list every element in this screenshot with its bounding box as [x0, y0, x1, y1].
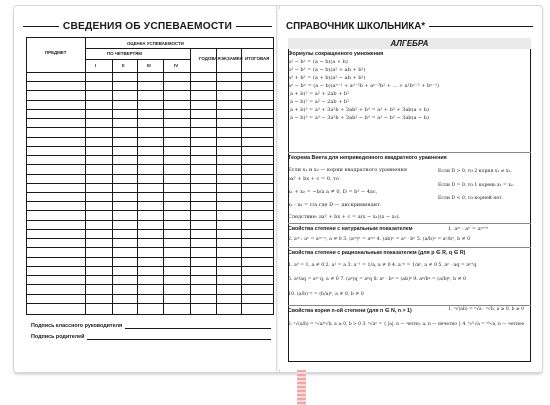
grid-row-line-13	[27, 192, 273, 193]
vieta-line-3: x₁ + x₂ = −b/a a ≠ 0, D = b² − 4ac,	[288, 189, 378, 195]
right-page-title-text: СПРАВОЧНИК ШКОЛЬНИКА*	[286, 21, 426, 32]
grid-col-line-1	[112, 59, 113, 314]
separator-2	[288, 223, 531, 224]
formula-5: (a + b)² = a² + 2ab + b²	[288, 91, 350, 97]
parents-signature-line[interactable]	[31, 334, 271, 340]
grid-row-line-22	[27, 275, 273, 276]
natural-power-2: 2. aᵐ : aⁿ = aᵐ⁻ⁿ, a ≠ 0 3. (aᵐ)ⁿ = aᵐⁿ 4. (ab)ⁿ = aⁿ · bⁿ 5. (a/b)ⁿ = aⁿ/bⁿ, b ≠ 0	[288, 237, 471, 242]
grid-row-line-1	[27, 81, 273, 82]
natural-power-1: 1. aᵐ · aⁿ = aᵐ⁺ⁿ	[448, 226, 489, 232]
quarter-1-header: I	[95, 63, 97, 68]
grid-row-line-11	[27, 174, 273, 175]
grid-row-line-10	[27, 164, 273, 165]
title-rule-left	[23, 26, 59, 27]
vieta-line-2: ax² + bx + c = 0, то	[288, 176, 339, 182]
root-2: 2. ⁿ√(a/b) = ⁿ√a/ⁿ√b, a ≥ 0, b > 0 3. ⁿ√aⁿ = { |a|, n — четно; a, n — нечетно } 4. ᵏ√ⁿ√a = ⁿᵏ√a, n — четное	[288, 322, 525, 327]
title-rule-right	[236, 26, 272, 27]
right-page	[278, 9, 539, 369]
formula-4: aⁿ − bⁿ = (a − b)(aⁿ⁻¹ + aⁿ⁻²b + aⁿ⁻³b² + ... + a¹bⁿ⁻² + bⁿ⁻¹)	[288, 83, 439, 89]
grid-row-line-14	[27, 201, 273, 202]
grid-col-line-2	[137, 59, 138, 314]
sec-root: Свойства корня n-ой степени (для n ∈ N, n > 1)	[288, 308, 412, 314]
grid-row-line-9	[27, 155, 273, 156]
col-quarters-header: ПО ЧЕТВЕРТЯМ	[107, 51, 142, 56]
col-exam-header: ЭКЗАМЕН	[221, 56, 243, 61]
grid-col-line-3	[163, 59, 164, 314]
col-final-header: ИТОГОВАЯ	[245, 56, 270, 61]
sec-vieta: Теорема Виета для неприведенного квадратного уравнения	[288, 155, 447, 161]
rational-power-3: 10. (a/b)⁻ᵖ = (b/a)ᵖ, a ≠ 0, b ≠ 0	[288, 292, 364, 297]
grid-row-line-7	[27, 137, 273, 138]
discriminant-1: Если D > 0, то 2 корня x₁ ≠ x₂.	[438, 169, 512, 174]
grid-row-line-24	[27, 294, 273, 295]
col-grades-header: ОЦЕНКА УСПЕВАЕМОСТИ	[127, 41, 184, 46]
vieta-line-5: Следствие: ax² + bx + c = a(x − x₁)(x − x₂).	[288, 214, 401, 220]
grid-row-line-15	[27, 210, 273, 211]
teacher-signature-label: Подпись классного руководителя	[31, 323, 123, 329]
formula-3: a³ + b³ = (a + b)(a² − ab + b²)	[288, 75, 366, 81]
grid-row-line-2	[27, 90, 273, 91]
sec-natural-power: Свойства степени с натуральным показателем	[288, 226, 413, 232]
col-subject-header: ПРЕДМЕТ	[45, 50, 67, 55]
left-page	[17, 9, 278, 369]
title-rule	[429, 26, 533, 27]
formula-2: a³ − b³ = (a − b)(a² + ab + b²)	[288, 67, 366, 73]
grid-row-line-3	[27, 100, 273, 101]
bookmark-ribbon	[297, 370, 306, 405]
col-year-header: ГОДОВАЯ	[199, 56, 221, 61]
rational-power-2: 6. aᵖ/aq = aᵖ⁻q, a ≠ 0 7. (aᵖ)q = aᵖq 8. aᵖ · bᵖ = (ab)ᵖ 9. aᵖ/bᵖ = (a/b)ᵖ, b ≠ 0	[288, 277, 467, 282]
quarter-4-header: IV	[174, 63, 179, 68]
grid-col-line-0	[85, 38, 86, 314]
formula-7: (a + b)³ = a³ + 3a²b + 3ab² + b³ = a³ + b³ + 3ab(a + b)	[288, 107, 429, 113]
parents-signature-label: Подпись родителей	[31, 334, 85, 340]
root-1: 1. ⁿ√(ab) = ⁿ√a · ⁿ√b, a ≥ 0, b ≥ 0	[448, 307, 525, 312]
grid-row-line-18	[27, 238, 273, 239]
grades-table	[26, 37, 274, 315]
vieta-line-4: x₁ · x₂ = c/a где D — дискриминант.	[288, 202, 382, 208]
grid-row-line-12	[27, 183, 273, 184]
grid-row-line-17	[27, 229, 273, 230]
separator-4	[288, 305, 531, 306]
teacher-signature-line[interactable]	[31, 323, 271, 329]
grid-row-line-21	[27, 266, 273, 267]
grid-row-line-8	[27, 146, 273, 147]
section-subtitle: АЛГЕБРА	[288, 38, 531, 49]
quarter-2-header: II	[122, 63, 125, 68]
grid-row-line-23	[27, 284, 273, 285]
grid-row-line-4	[27, 109, 273, 110]
grid-row-line-19	[27, 247, 273, 248]
separator-3	[288, 247, 531, 248]
left-page-title-text: СВЕДЕНИЯ ОБ УСПЕВАЕМОСТИ	[62, 21, 233, 32]
grid-row-line-5	[27, 118, 273, 119]
right-page-title	[286, 21, 533, 32]
vieta-line-1: Если x₁ и x₂ — корни квадратного уравнения	[288, 167, 408, 173]
sec-short-mult: Формулы сокращенного умножения	[288, 51, 384, 57]
grid-header-line-1	[85, 48, 273, 49]
teacher-signature-underline	[125, 323, 271, 329]
discriminant-3: Если D < 0, то корней нет.	[438, 196, 504, 201]
sec-rational-power: Свойства степени с рациональным показателем (для p ∈ R, q ∈ R)	[288, 250, 466, 256]
separator-1	[288, 152, 531, 153]
grid-row-line-25	[27, 303, 273, 304]
left-page-title	[23, 21, 272, 32]
grid-row-line-16	[27, 220, 273, 221]
diary-spread	[14, 6, 542, 372]
rational-power-1: 1. a⁰ = 1, a ≠ 0 2. a¹ = a 3. a⁻¹ = 1/a, a ≠ 0 4. a⁻ᵖ = 1/aᵖ, a ≠ 0 5. aᵖ · aq = aᵖ⁺q	[288, 263, 477, 268]
grid-header-bottom	[27, 72, 273, 73]
formula-1: a² − b² = (a − b)(a + b)	[288, 59, 348, 65]
formula-6: (a − b)² = a² − 2ab + b²	[288, 99, 350, 105]
discriminant-2: Если D = 0, то 1 корень x₁ = x₂.	[438, 183, 515, 188]
grid-row-line-20	[27, 257, 273, 258]
formula-8: (a − b)³ = a³ − 3a²b + 3ab² − b³ = a³ − b³ − 3ab(a − b)	[288, 115, 429, 121]
quarter-3-header: III	[147, 63, 151, 68]
grid-row-line-6	[27, 127, 273, 128]
parents-signature-underline	[87, 334, 271, 340]
